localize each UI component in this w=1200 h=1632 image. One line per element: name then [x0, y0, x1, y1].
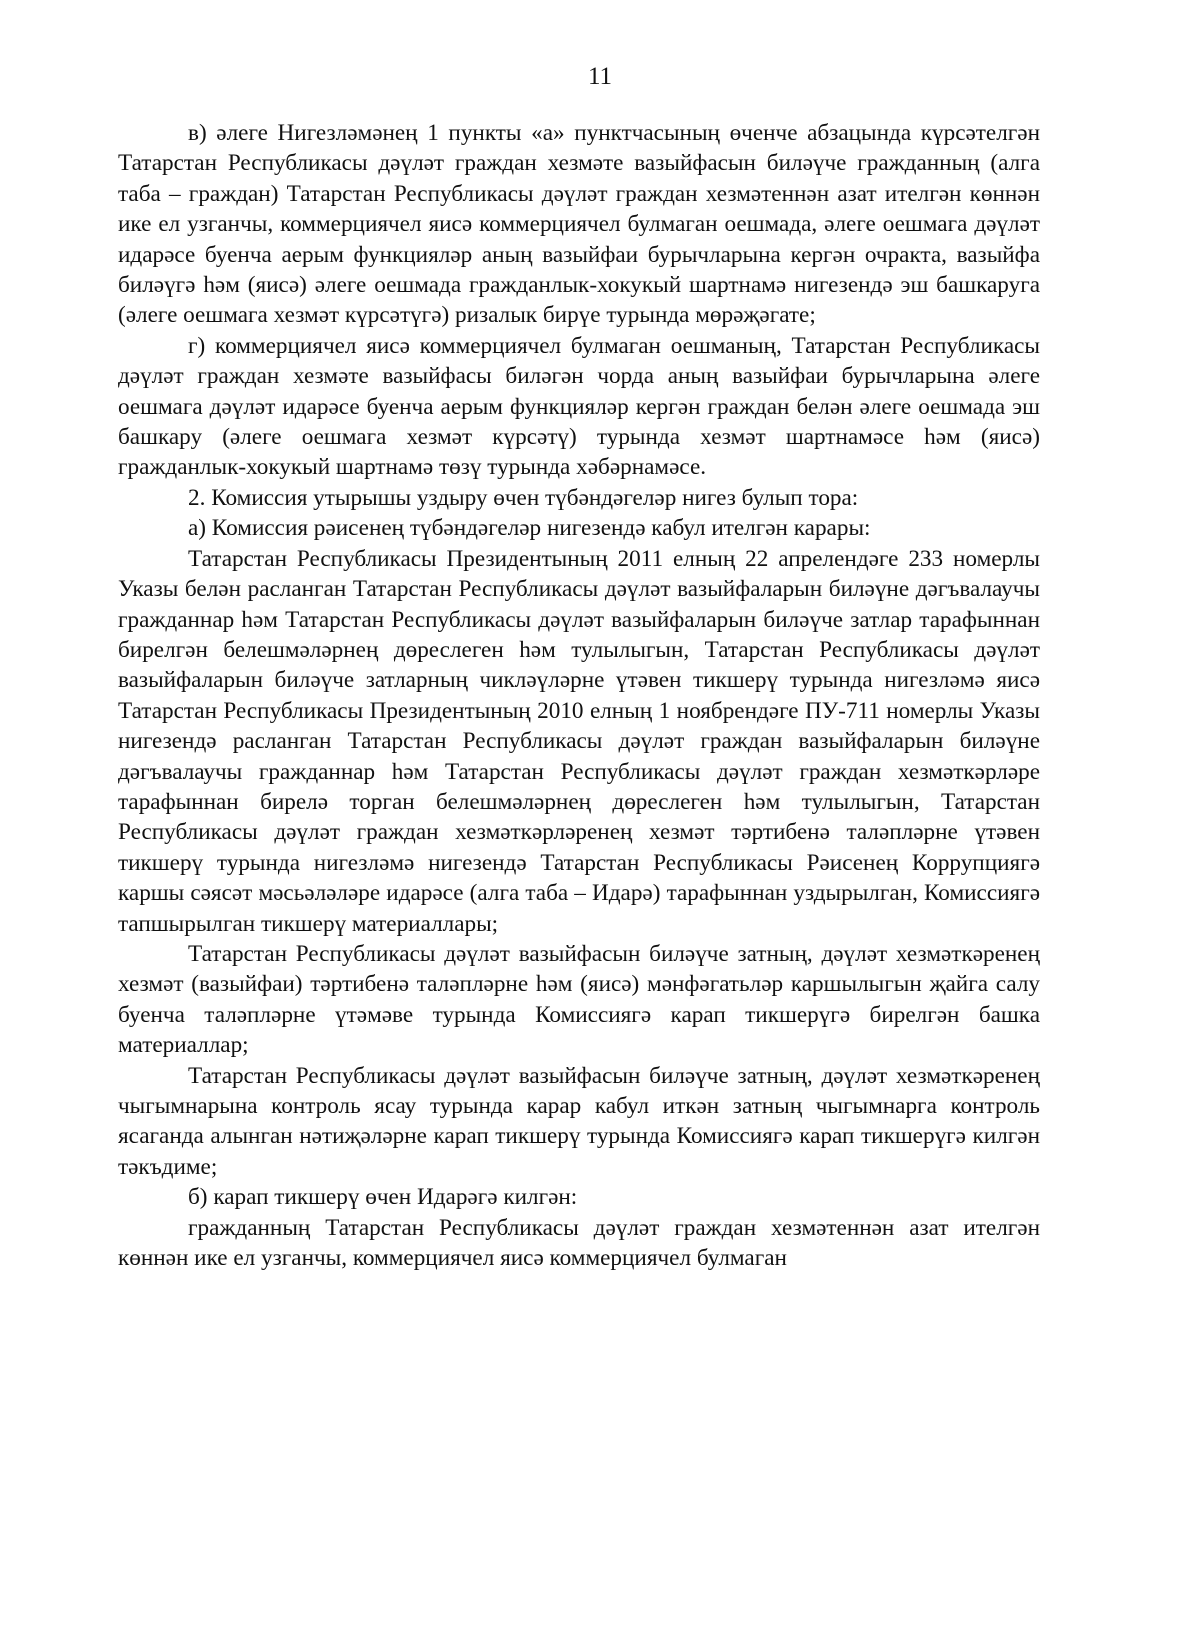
paragraph-g: г) коммерциячел яисә коммерциячел булмаган оешманың, Татарстан Республикасы дәүләт граждан хезмәте вазыйфасы биләгән чорда аның вазыйфаи бурычларына әлеге оешмага дәүләт идарәсе буенча аерым функцияләр кергән граждан белән әлеге оешмада эш башкару (әлеге оешмага хезмәт күрсәтү) турында хезмәт шартнамәсе һәм (яисә) гражданлык-хокукый шартнамә төзү турында хәбәрнамәсе. [118, 332, 1040, 481]
paragraph-v: в) әлеге Нигезләмәнең 1 пункты «а» пунктчасының өченче абзацында күрсәтелгән Татарстан Республикасы дәүләт граждан хезмәте вазыйфасын биләүче гражданның (алга таба – граждан) Татарстан Республикасы дәүләт граждан хезмәтеннән азат ителгән көннән ике ел узганчы, коммерциячел яисә коммерциячел булмаган оешмада, әлеге оешмага дәүләт идарәсе буенча аерым функцияләр аның вазыйфаи бурычларына кергән очракта, вазыйфа биләүгә һәм (яисә) әлеге оешмада гражданлык-хокукый шартнамә нигезендә эш башкаруга (әлеге оешмага хезмәт күрсәтүгә) ризалык бирүе турында мөрәҗәгате; [118, 120, 1040, 329]
paragraph-a: а) Комиссия рәисенең түбәндәгеләр нигезендә кабул ителгән карары: [188, 515, 871, 542]
paragraph-b-item-1: гражданның Татарстан Республикасы дәүләт граждан хезмәтеннән азат ителгән көннән ике ел узганчы, коммерциячел яисә коммерциячел булмаган [118, 1214, 1040, 1272]
paragraph-a-item-3: Татарстан Республикасы дәүләт вазыйфасын биләүче затның, дәүләт хезмәткәренең чыгымнарына контроль ясау турында карар кабул иткән затның чыгымнарга контроль ясаганда алынган нәтиҗәләрне карап тикшерү турында Комиссиягә карап тикшерүгә килгән тәкъдиме; [118, 1062, 1040, 1180]
document-body [118, 118, 1040, 1273]
paragraph-a-item-1: Татарстан Республикасы Президентының 2011 елның 22 апрелендәге 233 номерлы Указы белән расланган Татарстан Республикасы дәүләт вазыйфаларын биләүне дәгъвалаучы гражданнар һәм Татарстан Республикасы дәүләт вазыйфаларын биләүче затлар тарафыннан бирелгән белешмәләрнең дөреслеген һәм тулылыгын, Татарстан Республикасы дәүләт вазыйфаларын биләүче затларның чикләүләрне үтәвен тикшерү турында нигезләмә яисә Татарстан Республикасы Президентының 2010 елның 1 ноябрендәге ПУ-711 номерлы Указы нигезендә расланган Татарстан Республикасы дәүләт граждан вазыйфаларын биләүне дәгъвалаучы гражданнар һәм Татарстан Республикасы дәүләт граждан хезмәткәрләре тарафыннан бирелә торган белешмәләрнең дөреслеген һәм тулылыгын, Татарстан Республикасы дәүләт граждан хезмәткәрләренең хезмәт тәртибенә таләпләрне үтәвен тикшерү турында нигезләмә нигезендә Татарстан Республикасы Рәисенең Коррупциягә каршы сәясәт мәсьәләләре идарәсе (алга таба – Идарә) тарафыннан уздырылган, Комиссиягә тапшырылган тикшерү материаллары; [118, 545, 1040, 937]
paragraph-2: 2. Комиссия утырышы уздыру өчен түбәндәгеләр нигез булып тора: [188, 484, 859, 511]
paragraph-a-item-2: Татарстан Республикасы дәүләт вазыйфасын биләүче затның, дәүләт хезмәткәренең хезмәт (вазыйфаи) тәртибенә таләпләрне һәм (яисә) мәнфәгатьләр каршылыгын җайга салу буенча таләпләрне үтәмәве турында Комиссиягә карап тикшерүгә бирелгән башка материаллар; [118, 940, 1040, 1059]
page-number: 11 [587, 63, 613, 90]
paragraph-b: б) карап тикшерү өчен Идарәгә килгән: [188, 1184, 578, 1211]
